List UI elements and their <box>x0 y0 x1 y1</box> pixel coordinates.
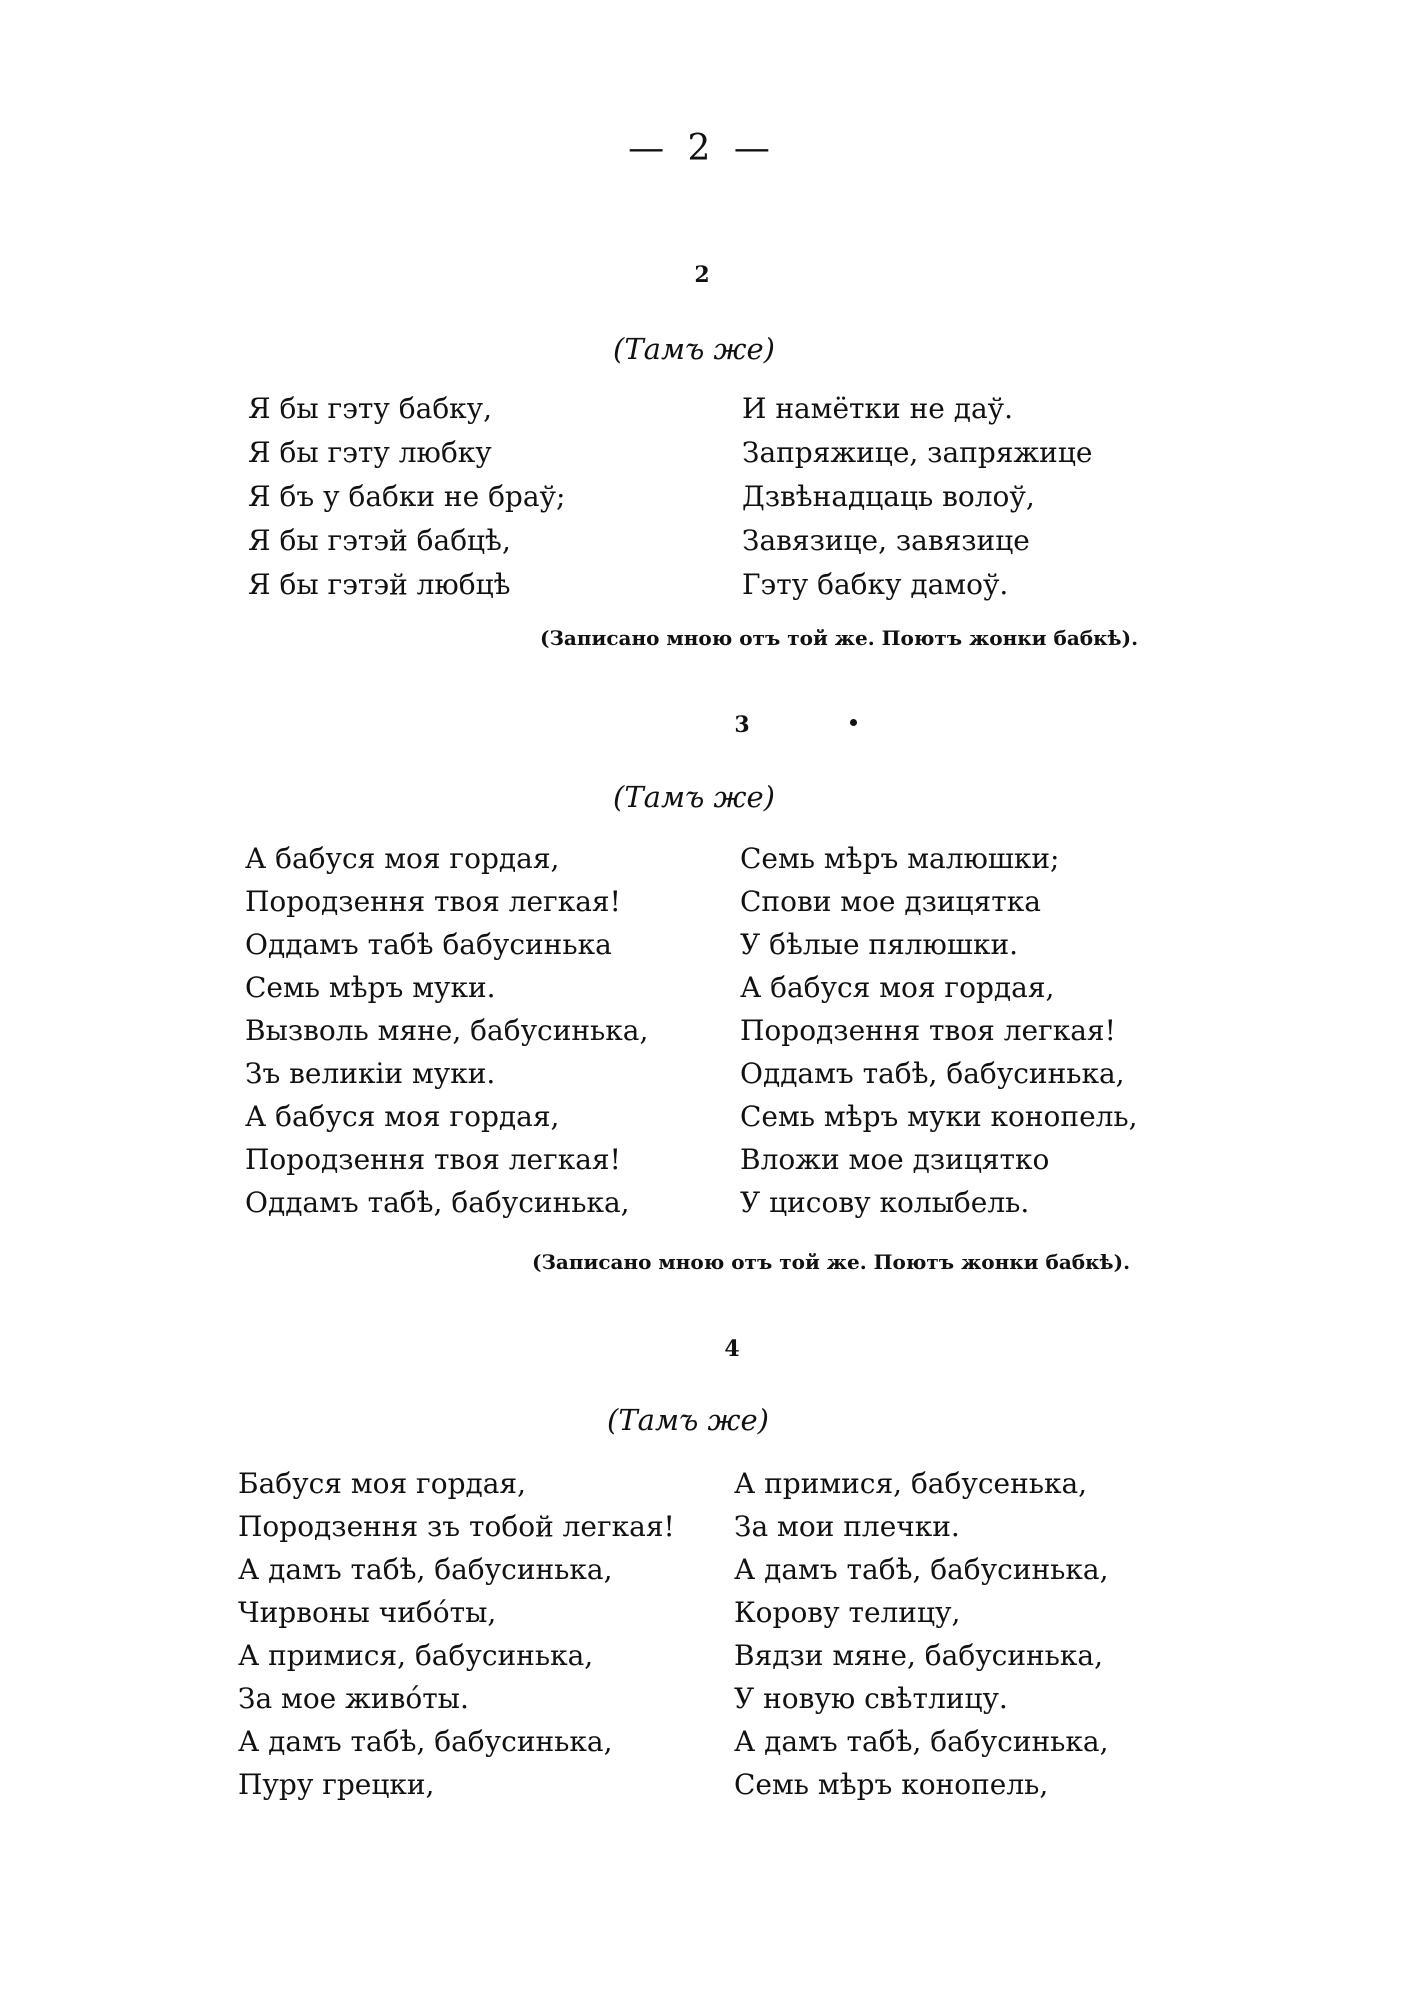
verse-line: Вядзи мяне, бабусинька, <box>734 1639 1104 1672</box>
page-number: — 2 — <box>628 128 776 169</box>
section-subtitle: (Тамъ же) <box>607 1403 769 1437</box>
verse-line: У бѣлые пялюшки. <box>740 928 1019 961</box>
verse-line: Завязице, завязице <box>742 524 1030 557</box>
source-note: (Записано мною отъ той же. Поютъ жонки бабкѣ). <box>532 1250 1131 1274</box>
verse-line: А бабуся моя гордая, <box>245 842 560 875</box>
section-subtitle: (Тамъ же) <box>613 780 775 814</box>
verse-line: А бабуся моя гордая, <box>245 1100 560 1133</box>
section-number: 4 <box>724 1336 740 1362</box>
verse-line: Вложи мое дзицятко <box>740 1143 1050 1176</box>
source-note: (Записано мною отъ той же. Поютъ жонки бабкѣ). <box>540 626 1139 650</box>
verse-line: Оддамъ табѣ, бабусинька, <box>245 1186 630 1219</box>
section-subtitle: (Тамъ же) <box>613 332 775 366</box>
verse-line: Семь мѣръ муки конопель, <box>740 1100 1138 1133</box>
verse-line: У новую свѣтлицу. <box>734 1682 1008 1715</box>
verse-line: За мои плечки. <box>734 1510 960 1543</box>
verse-line: А дамъ табѣ, бабусинька, <box>238 1725 613 1758</box>
verse-line: За мое живо́ты. <box>238 1682 469 1715</box>
verse-line: Семь мѣръ муки. <box>245 971 496 1004</box>
verse-line: Семь мѣръ конопель, <box>734 1768 1049 1801</box>
verse-line: Вызволь мяне, бабусинька, <box>245 1014 649 1047</box>
verse-line: Я бы гэту любку <box>248 436 492 469</box>
verse-line: Породзення твоя легкая! <box>245 885 621 918</box>
verse-line: Дзвѣнадцаць волоў, <box>742 480 1035 513</box>
verse-line: А бабуся моя гордая, <box>740 971 1055 1004</box>
section-number: 2 <box>694 262 710 288</box>
verse-line: Я бы гэту бабку, <box>248 392 493 425</box>
verse-line: Я бы гэтэй бабцѣ, <box>248 524 511 557</box>
verse-line: Запряжице, запряжице <box>742 436 1093 469</box>
verse-line: Пуру грецки, <box>238 1768 435 1801</box>
verse-line: И намётки не даў. <box>742 392 1014 425</box>
verse-line: Породзення твоя легкая! <box>740 1014 1116 1047</box>
verse-line: Бабуся моя гордая, <box>238 1467 526 1500</box>
verse-line: А примися, бабусенька, <box>734 1467 1088 1500</box>
verse-line: Я бы гэтэй любцѣ <box>248 568 511 601</box>
verse-line: Я бъ у бабки не браў; <box>248 480 566 513</box>
verse-line: Зъ великiи муки. <box>245 1057 496 1090</box>
section-number: 3 <box>734 712 750 738</box>
verse-line: Породзення твоя легкая! <box>245 1143 621 1176</box>
verse-line: А дамъ табѣ, бабусинька, <box>734 1725 1109 1758</box>
verse-line: Семь мѣръ малюшки; <box>740 842 1060 875</box>
verse-line: Спови мое дзицятка <box>740 885 1041 918</box>
verse-line: Породзення зъ тобой легкая! <box>238 1510 675 1543</box>
verse-line: А дамъ табѣ, бабусинька, <box>734 1553 1109 1586</box>
verse-line: Гэту бабку дамоў. <box>742 568 1009 601</box>
verse-line: Оддамъ табѣ бабусинька <box>245 928 612 961</box>
verse-line: Корову телицу, <box>734 1596 961 1629</box>
verse-line: У цисову колыбель. <box>740 1186 1030 1219</box>
verse-line: А примися, бабусинька, <box>238 1639 594 1672</box>
verse-line: Чирвоны чибо́ты, <box>238 1596 497 1629</box>
verse-line: А дамъ табѣ, бабусинька, <box>238 1553 613 1586</box>
verse-line: Оддамъ табѣ, бабусинька, <box>740 1057 1125 1090</box>
